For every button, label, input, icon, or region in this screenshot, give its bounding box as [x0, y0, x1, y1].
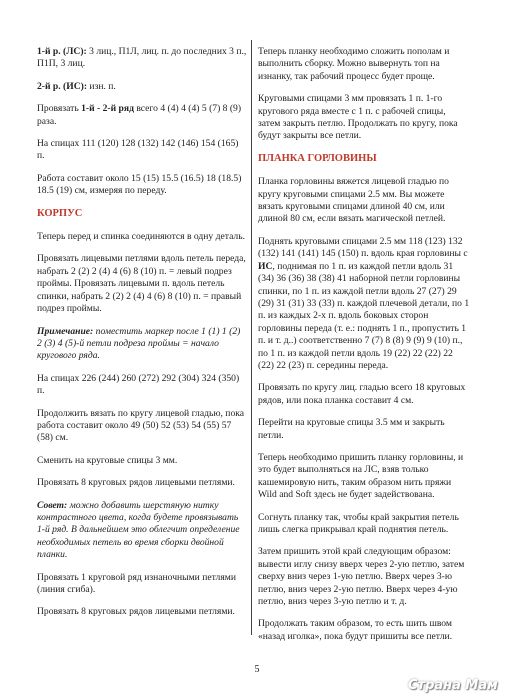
continue-paragraph: Продолжить вязать по кругу лицевой гладью, пока работа составит около 49 (50) 52 (53) 54 (55) 57 (58) см. — [37, 407, 245, 444]
row-1-text: 3 лиц., П1Л, лиц. п. до последних 3 п., П1П, 3 лиц. — [37, 46, 247, 70]
repeat-rows-paragraph — [37, 103, 247, 128]
sewing-method-paragraph: Затем пришить этой край следующим образом: вывести иглу снизу вверх через 2-ую петлю, затем сверху вниз через 1-ую петлю. Вверх через 3-ю петлю, вниз через 2-ую петлю. Вверх через 4-ую петлю, вниз через 3-ую петлю и т. д. — [258, 546, 465, 608]
left-column — [37, 46, 247, 629]
row-2-text: изн. п. — [87, 80, 116, 92]
site-watermark: Страна Мам — [408, 678, 498, 693]
body-stitch-count-paragraph: На спицах 226 (244) 260 (272) 292 (304) 324 (350) п. — [37, 372, 240, 397]
stitch-count-paragraph: На спицах 111 (120) 128 (132) 142 (146) 154 (165) п. — [37, 138, 239, 162]
right-column — [258, 46, 470, 653]
fold-neckband-paragraph: Согнуть планку так, чтобы край закрытия петель лишь слегка прикрывал край поднятия петель. — [258, 511, 459, 535]
tip-label: Совет: — [37, 499, 68, 511]
note-label: Примечание: — [37, 325, 94, 337]
row-2-label: 2-й р. (ИС): — [37, 80, 88, 92]
column-divider — [251, 40, 252, 635]
repeat-text-a: Провязать — [37, 103, 82, 115]
pick-up-text-bold: ИС — [258, 260, 273, 272]
section-heading-neckband: ПЛАНКА ГОРЛОВИНЫ — [258, 152, 377, 164]
neckband-rows-paragraph: Провязать по кругу лиц. гладью всего 18 круговых рядов, или пока планка составит 4 см. — [258, 382, 466, 406]
note-text: поместить маркер после 1 (1) 1 (2) 2 (3) 4 (5)-й петли подреза проймы = начало кругового ряда. — [37, 325, 241, 362]
fold-band-paragraph: Теперь планку необходимо сложить пополам и выполнить сборку. Можно вывернуть топ на изнанку, так рабочий процесс будет проще. — [258, 46, 450, 82]
change-needles-paragraph: Сменить на круговые спицы 3 мм. — [37, 454, 178, 466]
sew-neckband-paragraph: Теперь необходимо пришить планку горловины, и это будет выполняться на ЛС, взяв только кашемировую нить, таким образом нить пряжи Wild and Soft здесь не будет задействована. — [258, 451, 464, 501]
repeat-text-bold: 1-й - 2-й ряд — [81, 103, 134, 115]
page-number: 5 — [254, 664, 260, 675]
length-paragraph: Работа составит около 15 (15) 15.5 (16.5) 18 (18.5) 18.5 (19) см, измеряя по переду. — [37, 172, 242, 197]
neckband-bind-off-paragraph: Перейти на круговые спицы 3.5 мм и закрыть петли. — [258, 417, 445, 441]
pick-up-paragraph — [258, 236, 470, 372]
repeat-text-c: всего 4 (4) 4 (4) 5 (7) 8 (9) раза. — [37, 103, 242, 127]
pick-up-text-c: , поднимая по 1 п. из каждой петли вдоль 31 (34) 36 (36) 38 (38) 41 наборной петли горловины спинки, по 1 п. из каждой петли вдоль 27 (27) 29 (29) 31 (31) 33 (33) п. каждой плечевой детали, по 1 п. из каждых 2-х п. вдоль боковых сторон горловины переда (т. е.: поднять 1 п., пропустить 1 п. и т. д..) соответственно 7 (7) 8 (8) 9 (9) 9 (10) п., по 1 п. из каждой петли вдоль 19 (22) 22 (22) 22 (22) 22 (23) п. середины переда. — [258, 260, 470, 371]
tip-text: можно добавить шерстяную нитку контрастного цвета, когда будете провязывать 1-й ряд. В дальнейшем это облегчит определение необходимых петель во время сборки двойной планки. — [37, 499, 240, 561]
join-paragraph: Теперь перед и спинка соединяются в одну деталь. — [37, 231, 245, 243]
purl-row-paragraph: Провязать 1 круговой ряд изнаночными петлями (линия сгиба). — [37, 571, 236, 595]
note-paragraph — [37, 326, 247, 363]
section-heading-body: КОРПУС — [37, 207, 83, 219]
row-2-instruction — [37, 81, 247, 93]
row-1-instruction — [37, 46, 247, 71]
neckband-intro-paragraph: Планка горловины вяжется лицевой гладью по кругу круговыми спицами 2.5 мм. Вы можете вязать круговыми спицами длиной 40 см, или длиной 80 см, если вязать магической петлей. — [258, 176, 449, 225]
bind-off-paragraph: Круговыми спицами 3 мм провязать 1 п. 1-го кругового ряда вместе с 1 п. с рабочей спицы, затем закрыть петлю. Продолжать по кругу, пока будут закрыты все петли. — [258, 93, 458, 142]
armhole-paragraph: Провязать лицевыми петлями вдоль петель переда, набрать 2 (2) 2 (4) 4 (6) 8 (10) п. = левый подрез проймы. Провязать лицевыми п. вдоль петель спинки, набрать 2 (2) 2 (4) 4 (6) 8 (10) п. = правый подрез проймы. — [37, 253, 246, 315]
row-1-label: 1-й р. (ЛС): — [37, 46, 87, 57]
backstitch-paragraph: Продолжать таким образом, то есть шить швом «назад иголка», пока будут пришиты все петли. — [258, 618, 453, 642]
tip-paragraph — [37, 500, 247, 562]
knit-rows-paragraph: Провязать 8 круговых рядов лицевыми петлями. — [37, 477, 235, 489]
knit-rows-paragraph-2: Провязать 8 круговых рядов лицевыми петлями. — [37, 606, 235, 618]
pick-up-text-a: Поднять круговыми спицами 2.5 мм 118 (123) 132 (132) 141 (141) 145 (150) п. вдоль края горловины с — [258, 235, 468, 260]
